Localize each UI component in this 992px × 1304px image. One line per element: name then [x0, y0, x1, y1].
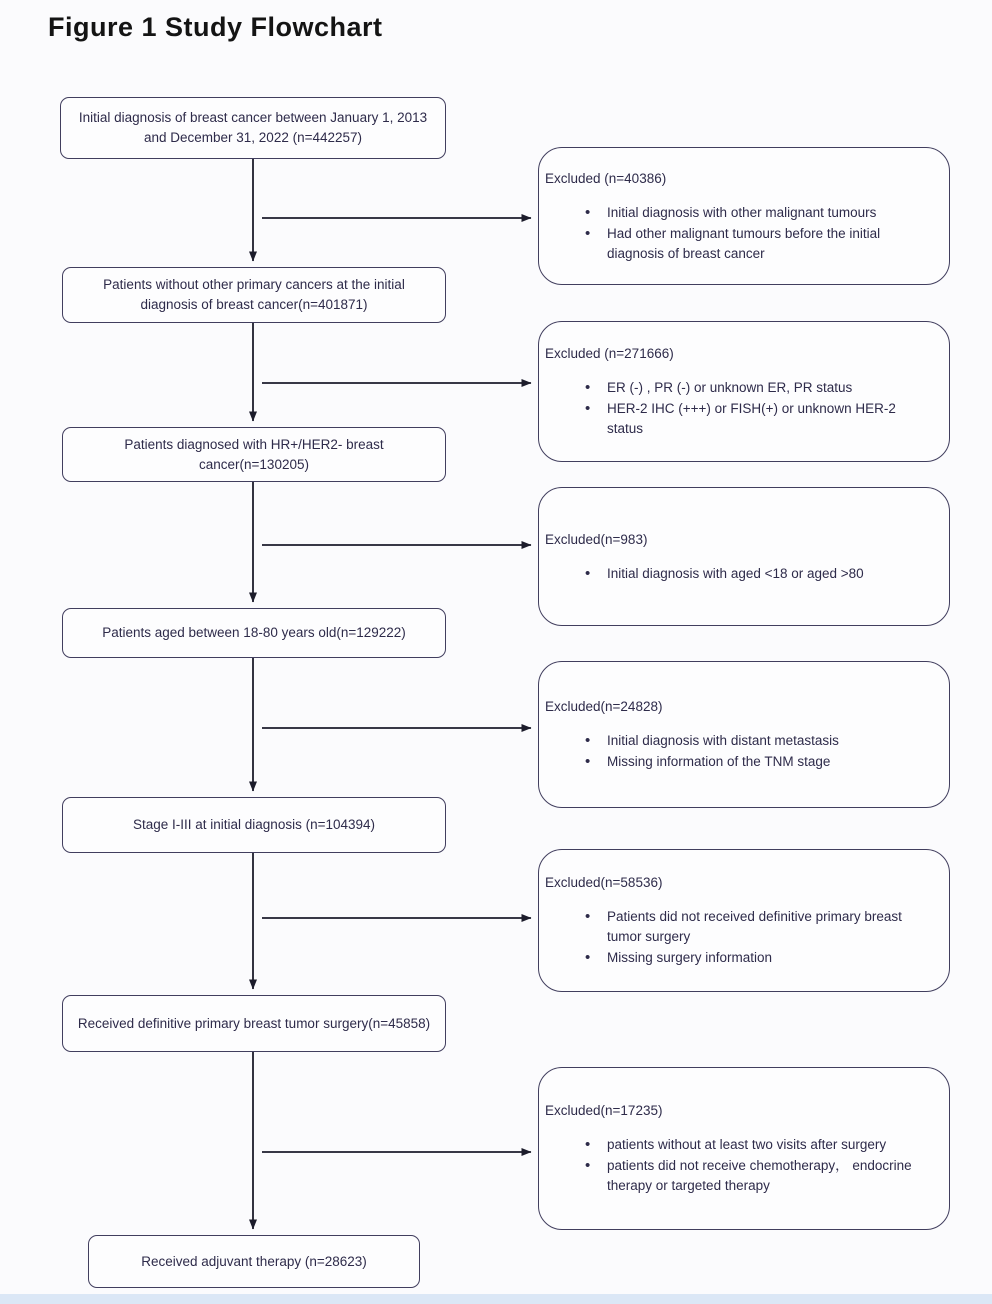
bullet-dot-icon: [585, 564, 607, 584]
bullet-dot-icon: [585, 1156, 607, 1196]
bullet-text: Patients did not received definitive primary breast tumor surgery: [607, 909, 902, 944]
bullet-text: Missing information of the TNM stage: [607, 754, 831, 769]
bullet-dot-icon: [585, 378, 607, 398]
step-label: Patients diagnosed with HR+/HER2- breast cancer(n=130205): [124, 436, 384, 472]
bullet-text: Initial diagnosis with aged <18 or aged >80: [607, 565, 864, 581]
step-box-adjuvant-therapy: [88, 1235, 420, 1288]
bullet-text: ER (-) , PR (-) or unknown ER, PR status: [607, 380, 853, 395]
bullet-text: Initial diagnosis with other malignant tumours: [607, 204, 877, 220]
exclusion-bullet: [585, 224, 935, 264]
bullet-text: patients without at least two visits after surgery: [607, 1137, 887, 1152]
step-box-aged-18-80: [62, 608, 446, 658]
bullet-dot-icon: [585, 203, 607, 223]
step-label: Patients without other primary cancers at the initial diagnosis of breast cancer(n=401871): [103, 277, 405, 312]
exclusion-bullet-list: [585, 203, 935, 264]
step-box-no-other-primary-cancers: [62, 267, 446, 323]
exclusion-box-6: [538, 1067, 950, 1230]
step-label: Initial diagnosis of breast cancer between January 1, 2013 and December 31, 2022 (n=442257): [78, 110, 428, 145]
bullet-dot-icon: [585, 752, 607, 772]
exclusion-bullet-list: [585, 731, 935, 772]
exclusion-bullet: [585, 203, 935, 223]
exclusion-bullet: [585, 1135, 935, 1155]
exclusion-bullet-list: [585, 1135, 935, 1196]
exclusion-header: Excluded (n=271666): [545, 346, 674, 361]
bullet-dot-icon: [585, 907, 607, 947]
step-label: Received adjuvant therapy (n=28623): [141, 1253, 367, 1269]
exclusion-bullet: [585, 564, 935, 584]
exclusion-bullet-list: [585, 907, 935, 968]
exclusion-header: Excluded(n=24828): [545, 699, 663, 714]
exclusion-bullet: [585, 752, 935, 772]
exclusion-header: Excluded(n=17235): [545, 1103, 663, 1118]
step-label: Stage I-III at initial diagnosis (n=104394): [132, 817, 376, 832]
step-box-hr-positive-her2-negative: [62, 427, 446, 482]
exclusion-header: Excluded(n=983): [545, 531, 648, 547]
step-box-initial-diagnosis: [60, 97, 446, 159]
exclusion-header: Excluded(n=58536): [545, 875, 663, 890]
bullet-text: Had other malignant tumours before the initial diagnosis of breast cancer: [607, 225, 881, 261]
step-box-stage-i-iii: [62, 797, 446, 853]
bullet-text: Missing surgery information: [607, 950, 773, 965]
bullet-dot-icon: [585, 224, 607, 264]
exclusion-bullet: [585, 1156, 935, 1196]
bullet-dot-icon: [585, 948, 607, 968]
exclusion-bullet-list: [585, 564, 935, 584]
exclusion-bullet: [585, 731, 935, 751]
exclusion-bullet: [585, 378, 935, 398]
exclusion-header: Excluded (n=40386): [545, 170, 667, 186]
bullet-text: patients did not receive chemotherapy， endocrine therapy or targeted therapy: [607, 1158, 912, 1193]
exclusion-box-5: [538, 849, 950, 992]
exclusion-box-3: [538, 487, 950, 626]
exclusion-box-1: [538, 147, 950, 285]
bottom-accent-bar: [0, 1294, 992, 1304]
exclusion-box-2: [538, 321, 950, 462]
exclusion-bullet: [585, 907, 935, 947]
exclusion-bullet-list: [585, 378, 935, 439]
bullet-text: Initial diagnosis with distant metastasis: [607, 733, 839, 748]
bullet-dot-icon: [585, 731, 607, 751]
exclusion-bullet: [585, 948, 935, 968]
exclusion-bullet: [585, 399, 935, 439]
bullet-text: HER-2 IHC (+++) or FISH(+) or unknown HER-2 status: [607, 401, 896, 436]
figure-title: Figure 1 Study Flowchart: [48, 12, 383, 42]
step-box-definitive-surgery: [62, 995, 446, 1052]
step-label: Patients aged between 18-80 years old(n=129222): [102, 625, 406, 640]
exclusion-box-4: [538, 661, 950, 808]
bullet-dot-icon: [585, 399, 607, 439]
step-label: Received definitive primary breast tumor surgery(n=45858): [77, 1015, 431, 1031]
bullet-dot-icon: [585, 1135, 607, 1155]
